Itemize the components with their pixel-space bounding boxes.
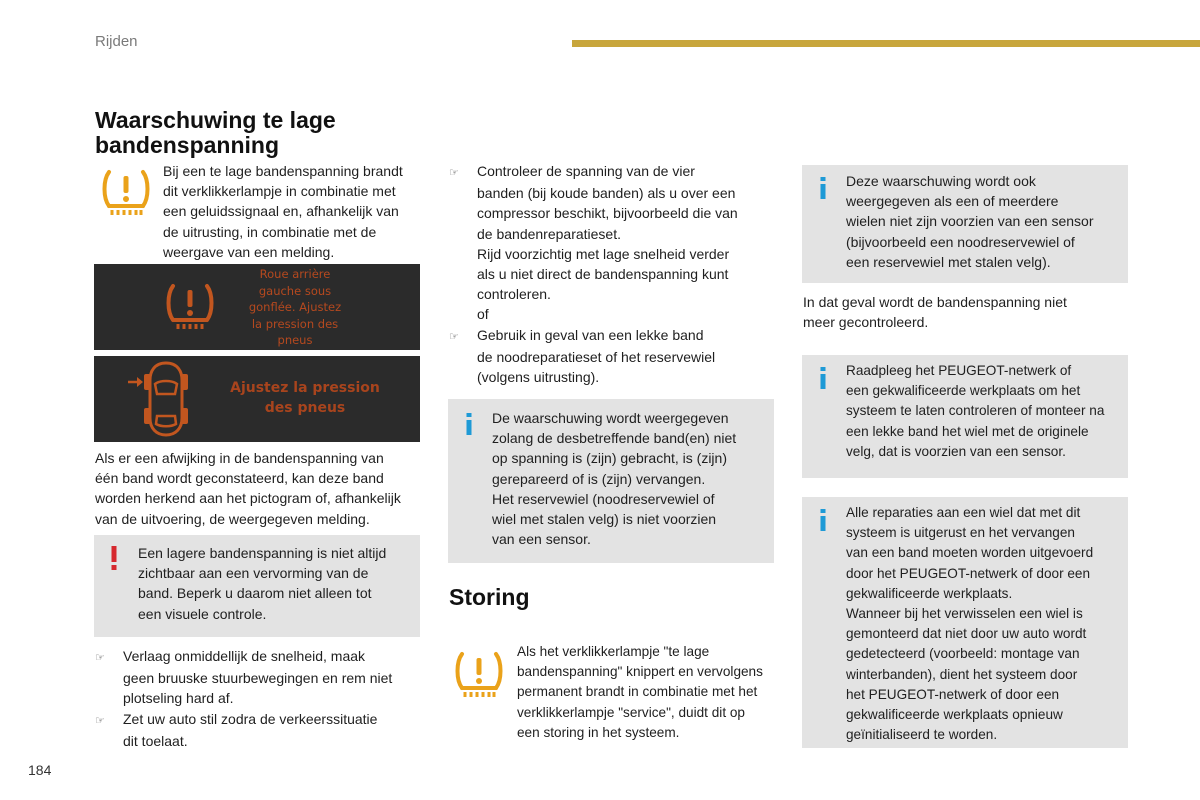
title-line-1: Waarschuwing te lage (95, 107, 336, 133)
display-adjust-text: Ajustez la pression des pneus (230, 380, 380, 416)
instrument-display-message (94, 264, 420, 350)
bullet-item: ☞ Zet uw auto stil zodra de verkeerssituatie (95, 709, 425, 731)
page-number: 184 (28, 762, 52, 778)
storing-text: Als het verklikkerlampje "te lage bandenspanning" knippert en vervolgens permanent brandt in combinatie met het verklikkerlampje "service", duidt dit op een storing in het systeem. (517, 644, 763, 740)
info-text: De waarschuwing wordt weergegeven zolang de desbetreffende band(en) niet op spanning is (zijn) gebracht, is (zijn) gerepareerd of is (zijn) vervangen. Het reservewiel (noodreservewiel of wiel met stalen velg) is niet voorzien van een sensor. (492, 410, 737, 548)
arrow-bullet-icon: ☞ (95, 652, 105, 664)
arrow-bullet-icon: ☞ (449, 330, 459, 343)
col1-bullet-list: ☞ Verlaag onmiddellijk de snelheid, maak geen bruuske stuurbewegingen en rem niet plotseling hard af. ☞ Zet uw auto stil zodra de verkeerssituatie dit toelaat. (95, 646, 425, 751)
arrow-bullet-icon: ☞ (449, 167, 459, 179)
info-box-consult-network (802, 355, 1128, 478)
alert-box (94, 535, 420, 637)
car-tire-diagram-icon (126, 360, 206, 438)
info-text: Alle reparaties aan een wiel dat met dit systeem is uitgerust en het vervangen van een band moeten worden uitgevoerd door het PEUGEOT-netwerk of door een gekwalificeerde werkplaats. Wanneer bij het verwisselen een wiel is gemonteerd dat niet door uw auto wordt gedetecteerd (voorbeeld: montage van winterbanden), dient het systeem door het PEUGEOT-netwerk of door een gekwalificeerde werkplaats opnieuw geïnitialiseerd te worden. (846, 505, 1094, 743)
bullet-item: ☞ Controleer de spanning van de vier (449, 161, 779, 183)
display-tire-warning-icon (164, 282, 216, 332)
bullet-item: ☞ Gebruik in geval van een lekke band (449, 325, 779, 347)
info-icon (819, 509, 827, 531)
title-line-2: bandenspanning (95, 132, 279, 158)
info-box-warning-duration (448, 399, 774, 563)
info-text: Raadpleeg het PEUGEOT-netwerk of een gekwalificeerde werkplaats om het systeem te laten controleren of monteer na een lekke band het wiel met de originele velg, dat is voorzien van een sensor. (846, 363, 1105, 459)
info-icon (819, 367, 827, 389)
intro-text: Bij een te lage bandenspanning brandt dit verklikkerlampje in combinatie met een geluidssignaal en, afhankelijk van de uitrusting, in combinatie met de weergave van een melding. (163, 163, 403, 260)
alert-text: Een lagere bandenspanning is niet altijd zichtbaar aan een vervorming van de band. Beperk u daarom niet alleen tot een visuele controle. (138, 545, 387, 622)
or-word: of (477, 306, 489, 323)
tire-pressure-fault-icon (453, 650, 505, 700)
info-box-repairs (802, 497, 1128, 748)
deviation-paragraph: Als er een afwijking in de bandenspanning van één band wordt geconstateerd, kan deze band worden herkend aan het pictogram of, afhankelijk van de uitvoering, de weergegeven melding. (95, 450, 401, 527)
bullet-item: ☞ Verlaag onmiddellijk de snelheid, maak (95, 646, 425, 668)
instrument-display-car-diagram (94, 356, 420, 442)
header-accent-bar (572, 40, 1200, 47)
info-icon (465, 413, 473, 435)
arrow-bullet-icon: ☞ (95, 714, 105, 727)
info-box-no-sensor (802, 165, 1128, 283)
section-label: Rijden (95, 33, 138, 50)
info-icon (819, 177, 827, 199)
not-monitored-paragraph: In dat geval wordt de bandenspanning niet meer gecontroleerd. (803, 294, 1067, 331)
col2-bullet-list: ☞ Controleer de spanning van de vier banden (bij koude banden) als u over een compressor beschikt, bijvoorbeeld die van de bandenreparatieset. Rijd voorzichtig met lage snelheid verder als u niet direct de bandenspanning kunt controleren. of ☞ Gebruik in geval van een lekke band de noodreparatieset of het reservewiel (volgens uitrusting). (449, 161, 779, 387)
info-text: Deze waarschuwing wordt ook weergegeven als een of meerdere wielen niet zijn voorzien van een sensor (bijvoorbeeld een noodreservewiel of een reservewiel met stalen velg). (846, 173, 1094, 270)
exclamation-alert-icon (110, 546, 118, 570)
page-title (95, 108, 336, 158)
display-message-text: Roue arrière gauche sous gonflée. Ajustez la pression des pneus (248, 267, 342, 347)
tire-pressure-warning-icon (100, 168, 152, 218)
section-title-storing: Storing (449, 584, 530, 610)
